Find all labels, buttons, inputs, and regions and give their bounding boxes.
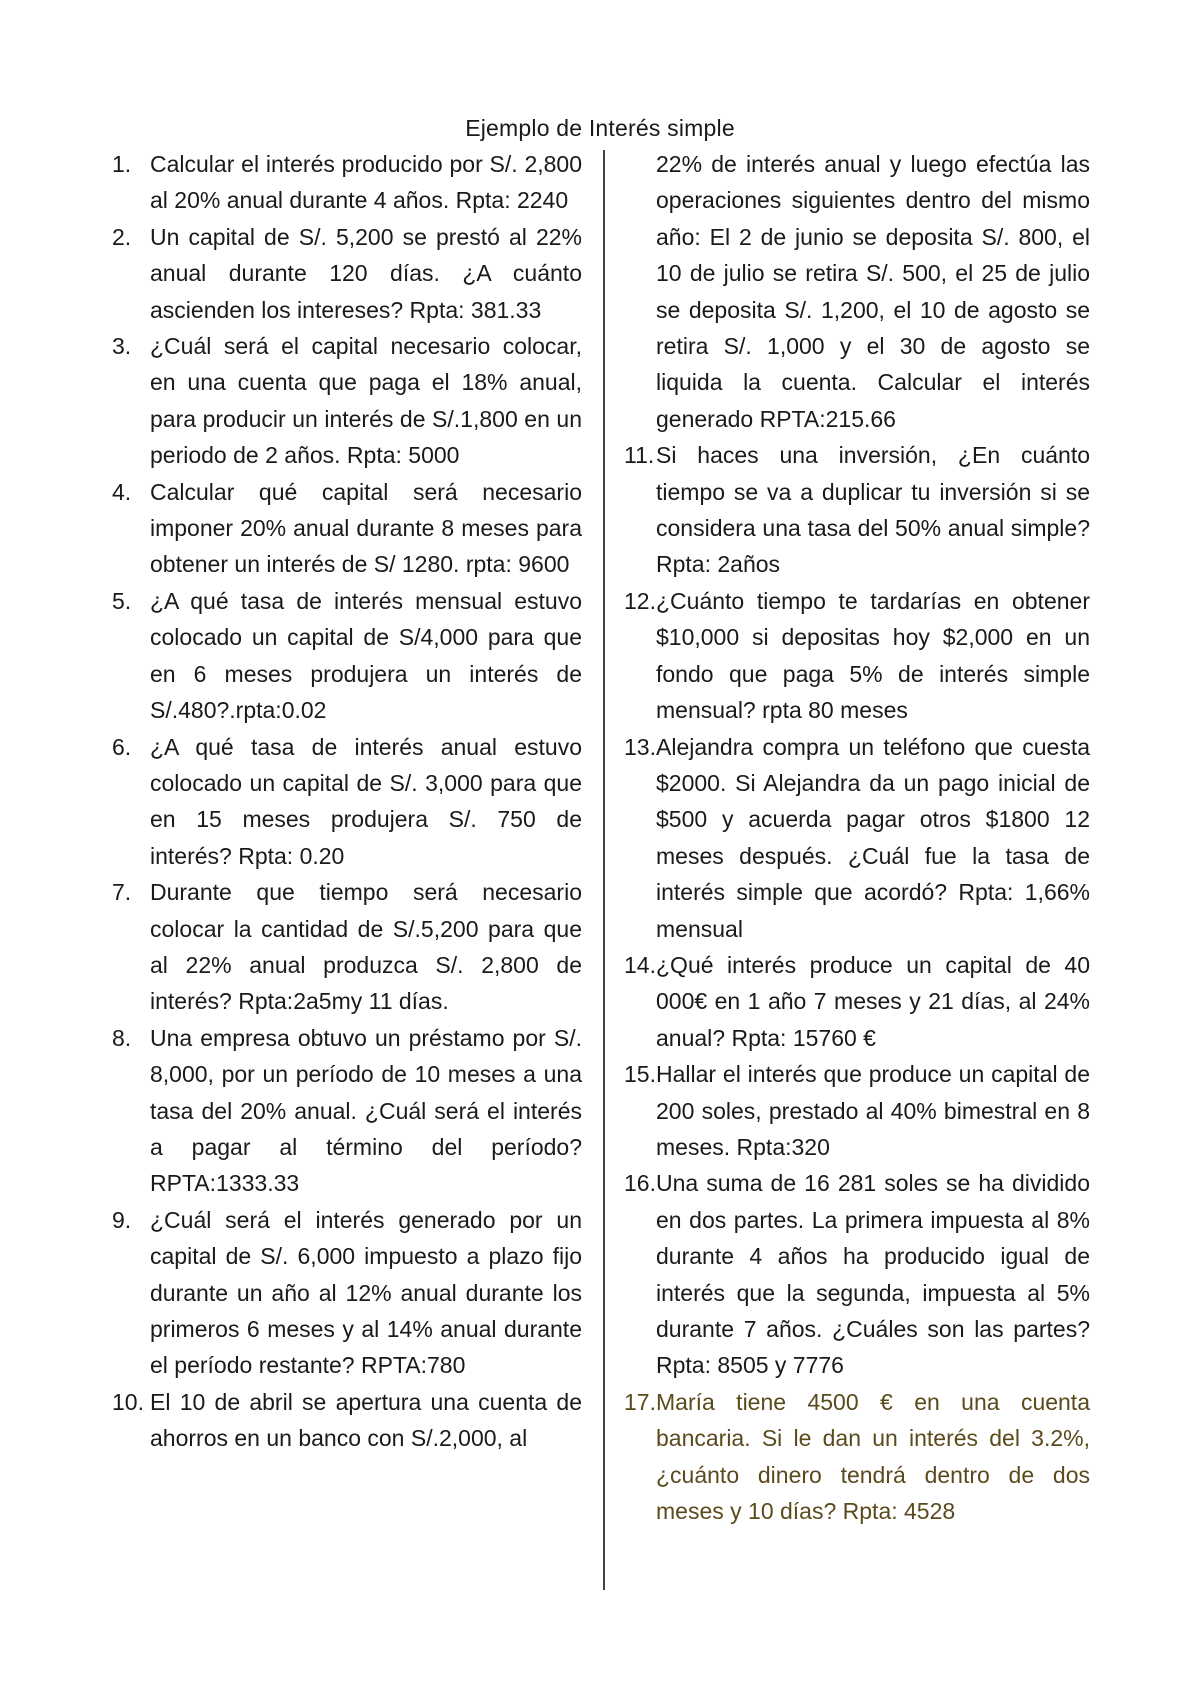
exercise-text: Hallar el interés que produce un capital de 200 soles, prestado al 40% bimestral en 8 meses. Rpta:320 bbox=[656, 1061, 1090, 1160]
exercise-11 bbox=[624, 437, 1090, 583]
exercise-text: ¿Cuánto tiempo te tardarías en obtener $10,000 si depositas hoy $2,000 en un fondo que paga 5% de interés simple mensual? rpta 80 meses bbox=[656, 587, 1090, 724]
exercise-text: Durante que tiempo será necesario colocar la cantidad de S/.5,200 para que al 22% anual produzca S/. 2,800 de interés? Rpta:2a5my 11 días. bbox=[150, 879, 582, 1015]
exercise-8 bbox=[112, 1020, 582, 1202]
exercise-text: María tiene 4500 € en una cuenta bancaria. Si le dan un interés del 3.2%, ¿cuánto dinero tendrá dentro de dos meses y 10 días? Rpta: 4528 bbox=[656, 1388, 1090, 1525]
exercise-text: ¿Cuál será el capital necesario colocar, en una cuenta que paga el 18% anual, para producir un interés de S/.1,800 en un periodo de 2 años. Rpta: 5000 bbox=[150, 333, 582, 469]
exercise-number: 12. bbox=[624, 587, 656, 614]
exercise-10-continuation: 22% de interés anual y luego efectúa las operaciones siguientes dentro del mismo año: El 2 de junio se deposita S/. 800, el 10 de julio se retira S/. 500, el 25 de julio se deposita S/. 1,200, el 10 de agosto se retira S/. 1,000 y el 30 de agosto se liquida la cuenta. Calcular el interés generado RPTA:215.66 bbox=[656, 151, 1090, 432]
exercise-number: 16. bbox=[624, 1170, 656, 1197]
exercise-6 bbox=[112, 729, 582, 875]
exercise-text: Alejandra compra un teléfono que cuesta $2000. Si Alejandra da un pago inicial de $500 y acuerda pagar otros $1800 12 meses después. ¿Cuál fue la tasa de interés simple que acordó? Rpta: 1,66% mensual bbox=[656, 733, 1090, 942]
exercise-text: Calcular el interés producido por S/. 2,800 al 20% anual durante 4 años. Rpta: 2240 bbox=[150, 151, 582, 214]
exercise-number: 1. bbox=[112, 151, 132, 177]
exercise-10 bbox=[112, 1384, 582, 1457]
exercise-1 bbox=[112, 146, 582, 219]
exercise-number: 2. bbox=[112, 223, 132, 250]
exercise-3 bbox=[112, 328, 582, 474]
page-title: Ejemplo de Interés simple bbox=[465, 115, 735, 141]
exercise-number: 13. bbox=[624, 733, 656, 760]
exercise-text: Una suma de 16 281 soles se ha dividido en dos partes. La primera impuesta al 8% durante 4 años ha producido igual de interés que la segunda, impuesta al 5% durante 7 años. ¿Cuáles son las partes? Rpta: 8505 y 7776 bbox=[656, 1170, 1090, 1379]
exercise-number: 9. bbox=[112, 1206, 132, 1233]
exercise-number: 10. bbox=[112, 1388, 144, 1415]
exercise-number: 14. bbox=[624, 951, 656, 978]
column-divider bbox=[603, 150, 605, 1590]
exercise-number: 7. bbox=[112, 879, 132, 906]
exercise-text: ¿Qué interés produce un capital de 40 000€ en 1 año 7 meses y 21 días, al 24% anual? Rpta: 15760 € bbox=[656, 951, 1090, 1051]
exercise-number: 4. bbox=[112, 478, 132, 505]
exercise-text: ¿A qué tasa de interés mensual estuvo colocado un capital de S/4,000 para que en 6 meses produjera un interés de S/.480?.rpta:0.02 bbox=[150, 587, 582, 724]
exercise-17 bbox=[624, 1384, 1090, 1530]
exercise-4 bbox=[112, 474, 582, 583]
exercise-text: ¿Cuál será el interés generado por un capital de S/. 6,000 impuesto a plazo fijo durante un año al 12% anual durante los primeros 6 meses y al 14% anual durante el período restante? RPTA:780 bbox=[150, 1206, 582, 1379]
exercise-text: Un capital de S/. 5,200 se prestó al 22% anual durante 120 días. ¿A cuánto ascienden los intereses? Rpta: 381.33 bbox=[150, 223, 582, 323]
right-column bbox=[624, 146, 1090, 1529]
exercise-text: Una empresa obtuvo un préstamo por S/. 8,000, por un período de 10 meses a una tasa del 20% anual. ¿Cuál será el interés a pagar al término del período? RPTA:1333.33 bbox=[150, 1024, 582, 1197]
exercise-number: 8. bbox=[112, 1024, 132, 1051]
exercise-7 bbox=[112, 874, 582, 1020]
exercise-14 bbox=[624, 947, 1090, 1056]
exercise-5 bbox=[112, 583, 582, 729]
exercise-text: El 10 de abril se apertura una cuenta de ahorros en un banco con S/.2,000, al bbox=[150, 1388, 582, 1452]
exercise-number: 6. bbox=[112, 733, 132, 760]
exercise-9 bbox=[112, 1202, 582, 1384]
exercise-12 bbox=[624, 583, 1090, 729]
exercise-text: Si haces una inversión, ¿En cuánto tiempo se va a duplicar tu inversión si se considera una tasa del 50% anual simple? Rpta: 2años bbox=[656, 442, 1090, 578]
exercise-number: 5. bbox=[112, 587, 132, 614]
exercise-13 bbox=[624, 729, 1090, 947]
exercise-text: ¿A qué tasa de interés anual estuvo colocado un capital de S/. 3,000 para que en 15 meses produjera S/. 750 de interés? Rpta: 0.20 bbox=[150, 733, 582, 869]
exercise-number: 15. bbox=[624, 1061, 656, 1088]
exercise-15 bbox=[624, 1056, 1090, 1165]
exercise-text: Calcular qué capital será necesario imponer 20% anual durante 8 meses para obtener un interés de S/ 1280. rpta: 9600 bbox=[150, 478, 582, 578]
exercise-16 bbox=[624, 1165, 1090, 1383]
exercise-number: 17. bbox=[624, 1388, 656, 1415]
exercise-number: 11. bbox=[624, 442, 655, 469]
exercise-2 bbox=[112, 219, 582, 328]
exercise-number: 3. bbox=[112, 333, 132, 360]
left-column bbox=[112, 146, 582, 1457]
